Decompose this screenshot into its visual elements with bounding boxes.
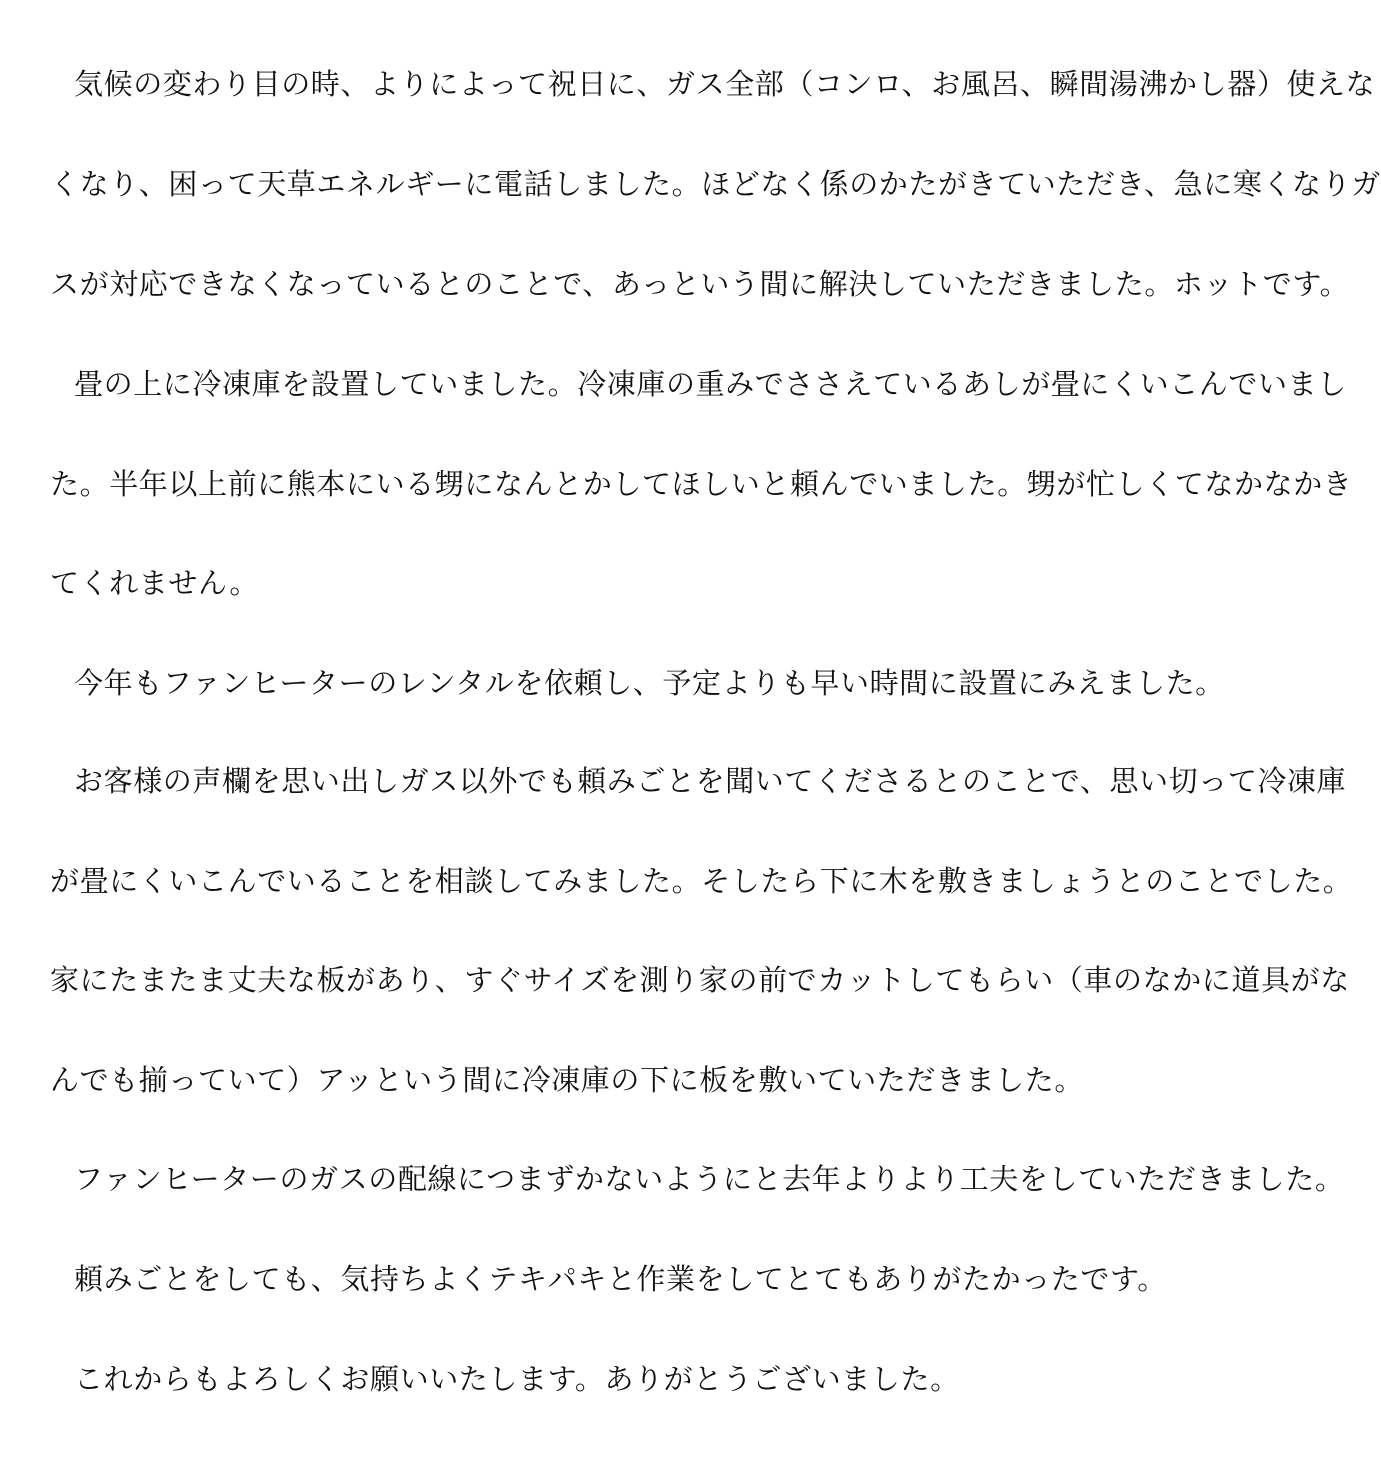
text-line: くなり、困って天草エネルギーに電話しました。ほどなく係のかたがきていただき、急に寒くなりガ bbox=[50, 167, 1381, 201]
text-line: てくれません。 bbox=[50, 566, 259, 600]
text-line: 頼みごとをしても、気持ちよくテキパキと作業をしてとてもありがたかったです。 bbox=[74, 1262, 1167, 1296]
text-line: スが対応できなくなっているとのことで、あっという間に解決していただきました。ホットです。 bbox=[50, 267, 1350, 301]
text-line: 畳の上に冷凍庫を設置していました。冷凍庫の重みでささえているあしが畳にくいこんでいまし bbox=[74, 367, 1347, 401]
text-line: 今年もファンヒーターのレンタルを依頼し、予定よりも早い時間に設置にみえました。 bbox=[74, 666, 1225, 700]
text-line: お客様の声欄を思い出しガス以外でも頼みごとを聞いてくださるとのことで、思い切って冷凍庫 bbox=[74, 764, 1347, 798]
text-line: これからもよろしくお願いいたします。ありがとうございました。 bbox=[74, 1362, 960, 1396]
text-line: 気候の変わり目の時、よりによって祝日に、ガス全部（コンロ、お風呂、瞬間湯沸かし器）使えな bbox=[74, 67, 1376, 101]
text-line: 家にたまたま丈夫な板があり、すぐサイズを測り家の前でカットしてもらい（車のなかに道具がな bbox=[50, 963, 1350, 997]
text-line: た。半年以上前に熊本にいる甥になんとかしてほしいと頼んでいました。甥が忙しくてなかなかき bbox=[50, 467, 1353, 501]
text-line: ファンヒーターのガスの配線につまずかないようにと去年よりより工夫をしていただきました。 bbox=[74, 1162, 1345, 1196]
text-line: が畳にくいこんでいることを相談してみました。そしたら下に木を敷きましょうとのことでした。 bbox=[50, 864, 1353, 898]
text-line: んでも揃っていて）アッという間に冷凍庫の下に板を敷いていただきました。 bbox=[50, 1063, 1084, 1097]
